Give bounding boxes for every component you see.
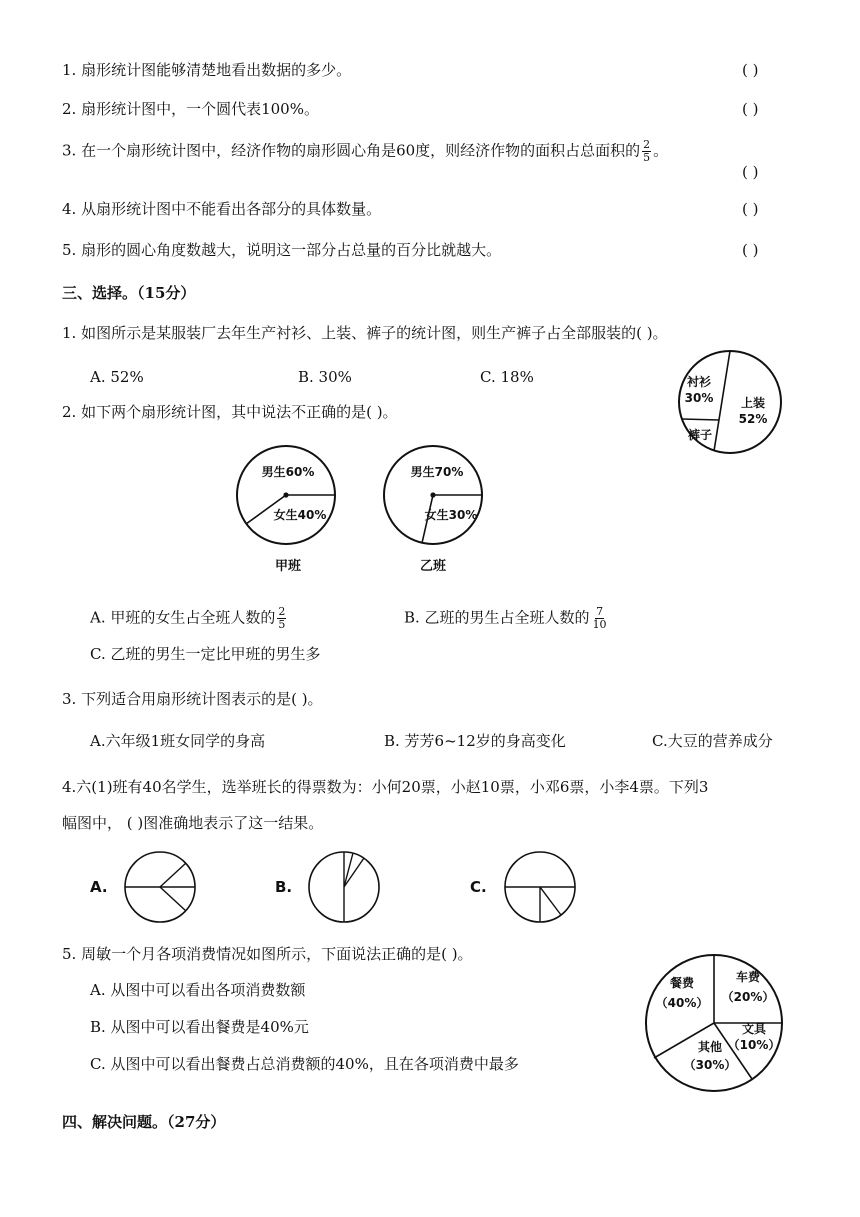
choice-q5-option-a[interactable]: A. 从图中可以看出各项消费数额 xyxy=(90,981,306,999)
option-a-pie[interactable] xyxy=(123,850,197,924)
shirt-label: 衬衫 xyxy=(686,375,712,389)
choice-q1-option-b[interactable]: B. 30% xyxy=(298,368,352,386)
section-solve-heading: 四、解决问题。（27分） xyxy=(62,1113,226,1131)
choice-q1: 1. 如图所示是某服装厂去年生产衬衫、上装、裤子的统计图，则生产裤子占全部服装的( )。 xyxy=(62,324,668,342)
choice-q4-line2: 幅图中， ( )图准确地表示了这一结果。 xyxy=(62,814,324,832)
top-label: 上装 xyxy=(740,396,766,410)
class-a-boys-label: 男生60% xyxy=(261,465,315,479)
choice-q3-option-c[interactable]: C.大豆的营养成分 xyxy=(652,732,773,750)
judge-q3-answer[interactable]: ( ) xyxy=(742,163,759,181)
judge-q3: 3. 在一个扇形统计图中，经济作物的扇形圆心角是60度，则经济作物的面积占总面积的 $\frac{2}{5}$ 。 xyxy=(62,138,669,164)
choice-q5-option-c[interactable]: C. 从图中可以看出餐费占总消费额的40%，且在各项消费中最多 xyxy=(90,1055,519,1073)
choice-q1-option-c[interactable]: C. 18% xyxy=(480,368,534,386)
class-a-girls-label: 女生40% xyxy=(273,508,327,522)
judge-q2: 2. 扇形统计图中，一个圆代表100%。 xyxy=(62,100,319,118)
spending-pie-chart xyxy=(644,953,784,1093)
car-pct-label: （20%） xyxy=(721,990,775,1004)
stationery-label: 文具 xyxy=(741,1022,767,1036)
choice-q1-option-a[interactable]: A. 52% xyxy=(90,368,144,386)
judge-q1: 1. 扇形统计图能够清楚地看出数据的多少。 xyxy=(62,61,352,79)
other-pct-label: （30%） xyxy=(683,1058,737,1072)
car-label: 车费 xyxy=(735,970,761,984)
fraction: $\frac{2}{5}$ xyxy=(643,138,651,164)
choice-q3: 3. 下列适合用扇形统计图表示的是( )。 xyxy=(62,690,323,708)
choice-q2-option-c[interactable]: C. 乙班的男生一定比甲班的男生多 xyxy=(90,645,321,663)
fraction: $\frac{7}{10}$ xyxy=(592,605,607,631)
pants-label: 裤子 xyxy=(687,428,713,442)
class-a-pie-chart xyxy=(234,445,338,575)
class-b-pie-chart xyxy=(379,445,483,575)
section-choice-heading: 三、选择。（15分） xyxy=(62,284,196,302)
choice-q4-line1: 4.六(1)班有40名学生，选举班长的得票数为：小何20票，小赵10票，小邓6票，小李4票。下列3 xyxy=(62,778,709,796)
fraction: $\frac{2}{5}$ xyxy=(278,605,286,631)
class-b-caption: 乙班 xyxy=(419,559,447,574)
choice-q2-option-a[interactable]: A. 甲班的女生占全班人数的 $\frac{2}{5}$ xyxy=(90,605,286,631)
choice-q4-option-a[interactable]: A. xyxy=(90,878,108,896)
shirt-pct-label: 30% xyxy=(684,391,714,405)
judge-q4: 4. 从扇形统计图中不能看出各部分的具体数量。 xyxy=(62,200,382,218)
judge-q1-answer[interactable]: ( ) xyxy=(742,61,759,79)
judge-q5-answer[interactable]: ( ) xyxy=(742,241,759,259)
choice-q5: 5. 周敏一个月各项消费情况如图所示，下面说法正确的是( )。 xyxy=(62,945,473,963)
choice-q3-option-b[interactable]: B. 芳芳6~12岁的身高变化 xyxy=(384,732,566,750)
food-label: 餐费 xyxy=(669,976,695,990)
choice-q4-option-b[interactable]: B. xyxy=(275,878,293,896)
top-pct-label: 52% xyxy=(738,412,768,426)
class-b-girls-label: 女生30% xyxy=(424,508,478,522)
option-c-pie[interactable] xyxy=(503,850,577,924)
clothing-pie-chart xyxy=(675,340,785,466)
option-b-pie[interactable] xyxy=(307,850,381,924)
food-pct-label: （40%） xyxy=(655,996,709,1010)
stationery-pct-label: （10%） xyxy=(727,1038,781,1052)
choice-q5-option-b[interactable]: B. 从图中可以看出餐费是40%元 xyxy=(90,1018,309,1036)
class-b-boys-label: 男生70% xyxy=(410,465,464,479)
judge-q5: 5. 扇形的圆心角度数越大，说明这一部分占总量的百分比就越大。 xyxy=(62,241,502,259)
class-a-caption: 甲班 xyxy=(274,559,302,574)
judge-q2-answer[interactable]: ( ) xyxy=(742,100,759,118)
other-label: 其他 xyxy=(697,1040,723,1054)
choice-q4-option-c[interactable]: C. xyxy=(470,878,487,896)
choice-q2: 2. 如下两个扇形统计图，其中说法不正确的是( )。 xyxy=(62,403,398,421)
choice-q2-option-b[interactable]: B. 乙班的男生占全班人数的 $\frac{7}{10}$ xyxy=(404,605,607,631)
judge-q4-answer[interactable]: ( ) xyxy=(742,200,759,218)
choice-q3-option-a[interactable]: A.六年级1班女同学的身高 xyxy=(90,732,266,750)
